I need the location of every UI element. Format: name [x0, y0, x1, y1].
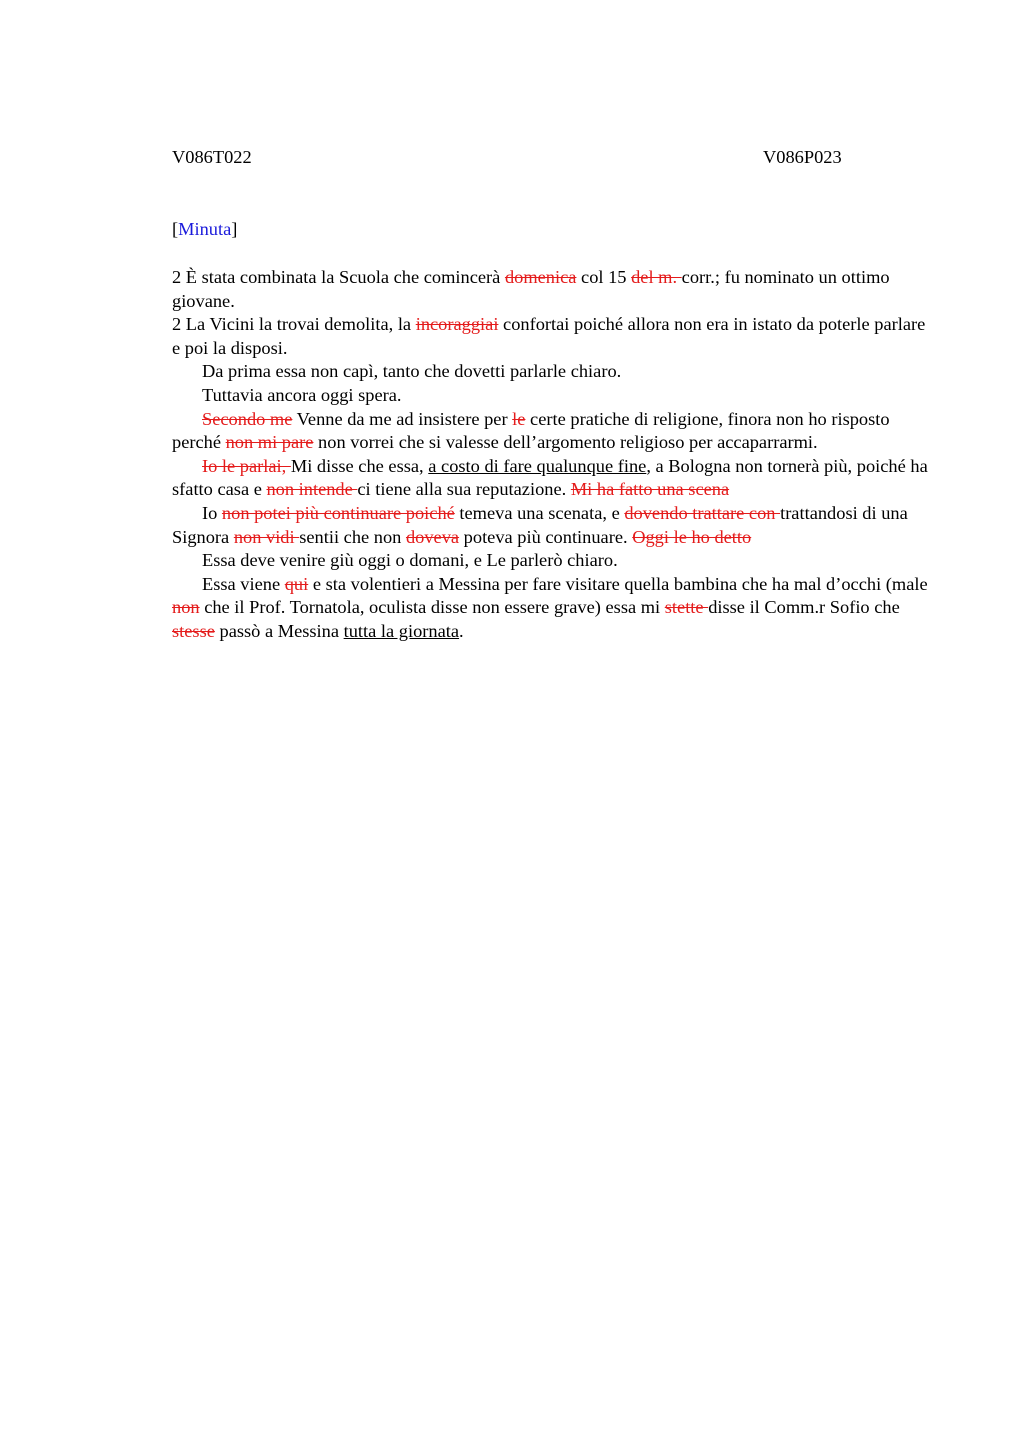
paragraph	[172, 313, 928, 360]
text-run: non vorrei che si valesse dell’argomento religioso per accaparrarmi.	[313, 432, 818, 453]
deleted-text: non vidi	[233, 526, 300, 547]
header-left-code: V086T022	[172, 147, 252, 167]
paragraph	[172, 360, 928, 384]
deleted-text: doveva	[405, 526, 460, 547]
text-run: confortai poiché allora non era in istato da poterle parlare e poi la disposi.	[172, 314, 926, 358]
paragraph	[172, 384, 928, 408]
deleted-text: le	[512, 408, 526, 429]
underlined-text: tutta la giornata	[343, 620, 460, 641]
text-run: ci tiene alla sua reputazione.	[357, 479, 571, 500]
text-run: col 15	[576, 267, 632, 287]
text-run: certe pratiche di religione, finora non ho risposto perché	[172, 408, 890, 453]
label-open-bracket: [	[172, 219, 179, 239]
text-run: .	[459, 620, 464, 641]
deleted-text: dovendo trattare con	[624, 502, 781, 523]
deleted-text: stette	[664, 597, 709, 618]
deleted-text: qui	[284, 573, 309, 594]
text-run: Venne da me ad insistere per	[292, 408, 513, 429]
text-run: Da prima essa non capì, tanto che dovetti parlarle chiaro.	[202, 361, 622, 382]
paragraph	[172, 455, 928, 502]
deleted-text: Oggi le ho detto	[632, 526, 752, 547]
deleted-text: non intende	[266, 479, 358, 500]
paragraph	[172, 502, 928, 549]
paragraph	[172, 408, 928, 455]
document-body	[172, 266, 928, 644]
text-run: temeva una scenata, e	[454, 502, 625, 523]
text-run: Essa viene	[202, 573, 285, 594]
deleted-text: non mi pare	[225, 432, 314, 453]
deleted-text: incoraggiai	[415, 314, 499, 335]
text-run: Tuttavia ancora oggi spera.	[202, 384, 402, 405]
text-run: sentii che non	[299, 526, 406, 547]
paragraph	[172, 266, 928, 313]
deleted-text: del m.	[631, 267, 682, 287]
deleted-text: stesse	[172, 620, 215, 641]
text-run: Mi disse che essa,	[290, 455, 429, 476]
deleted-text: Io le parlai,	[202, 455, 291, 476]
text-run: poteva più continuare.	[459, 526, 633, 547]
deleted-text: Mi ha fatto una scena	[570, 479, 730, 500]
header-right-code: V086P023	[763, 147, 842, 167]
text-run: Io	[202, 502, 222, 523]
deleted-text: Secondo me	[202, 408, 293, 429]
underlined-text: a costo di fare qualunque fine	[428, 455, 647, 476]
text-run: Essa deve venire giù oggi o domani, e Le parlerò chiaro.	[202, 550, 618, 571]
text-run: , a Bologna non tornerà più, poiché ha sfatto casa e	[172, 455, 928, 500]
deleted-text: domenica	[504, 267, 577, 287]
text-run: 2 La Vicini la trovai demolita, la	[172, 314, 416, 335]
text-run: 2 È stata combinata la Scuola che comincerà	[172, 267, 505, 287]
deleted-text: non	[172, 597, 200, 618]
text-run: disse il Comm.r Sofio che	[708, 597, 900, 618]
text-run: e sta volentieri a Messina per fare visitare quella bambina che ha mal d’occhi (male	[308, 573, 928, 594]
text-run: corr.; fu nominato un ottimo giovane.	[172, 267, 890, 311]
minuta-label	[172, 218, 237, 241]
text-run: trattandosi di una Signora	[172, 502, 908, 547]
label-close-bracket: ]	[231, 219, 238, 239]
text-run: che il Prof. Tornatola, oculista disse non essere grave) essa mi	[199, 597, 665, 618]
text-run: passò a Messina	[214, 620, 344, 641]
paragraph	[172, 573, 928, 644]
paragraph	[172, 549, 928, 573]
deleted-text: non potei più continuare poiché	[221, 502, 455, 523]
label-text: Minuta	[178, 219, 232, 239]
